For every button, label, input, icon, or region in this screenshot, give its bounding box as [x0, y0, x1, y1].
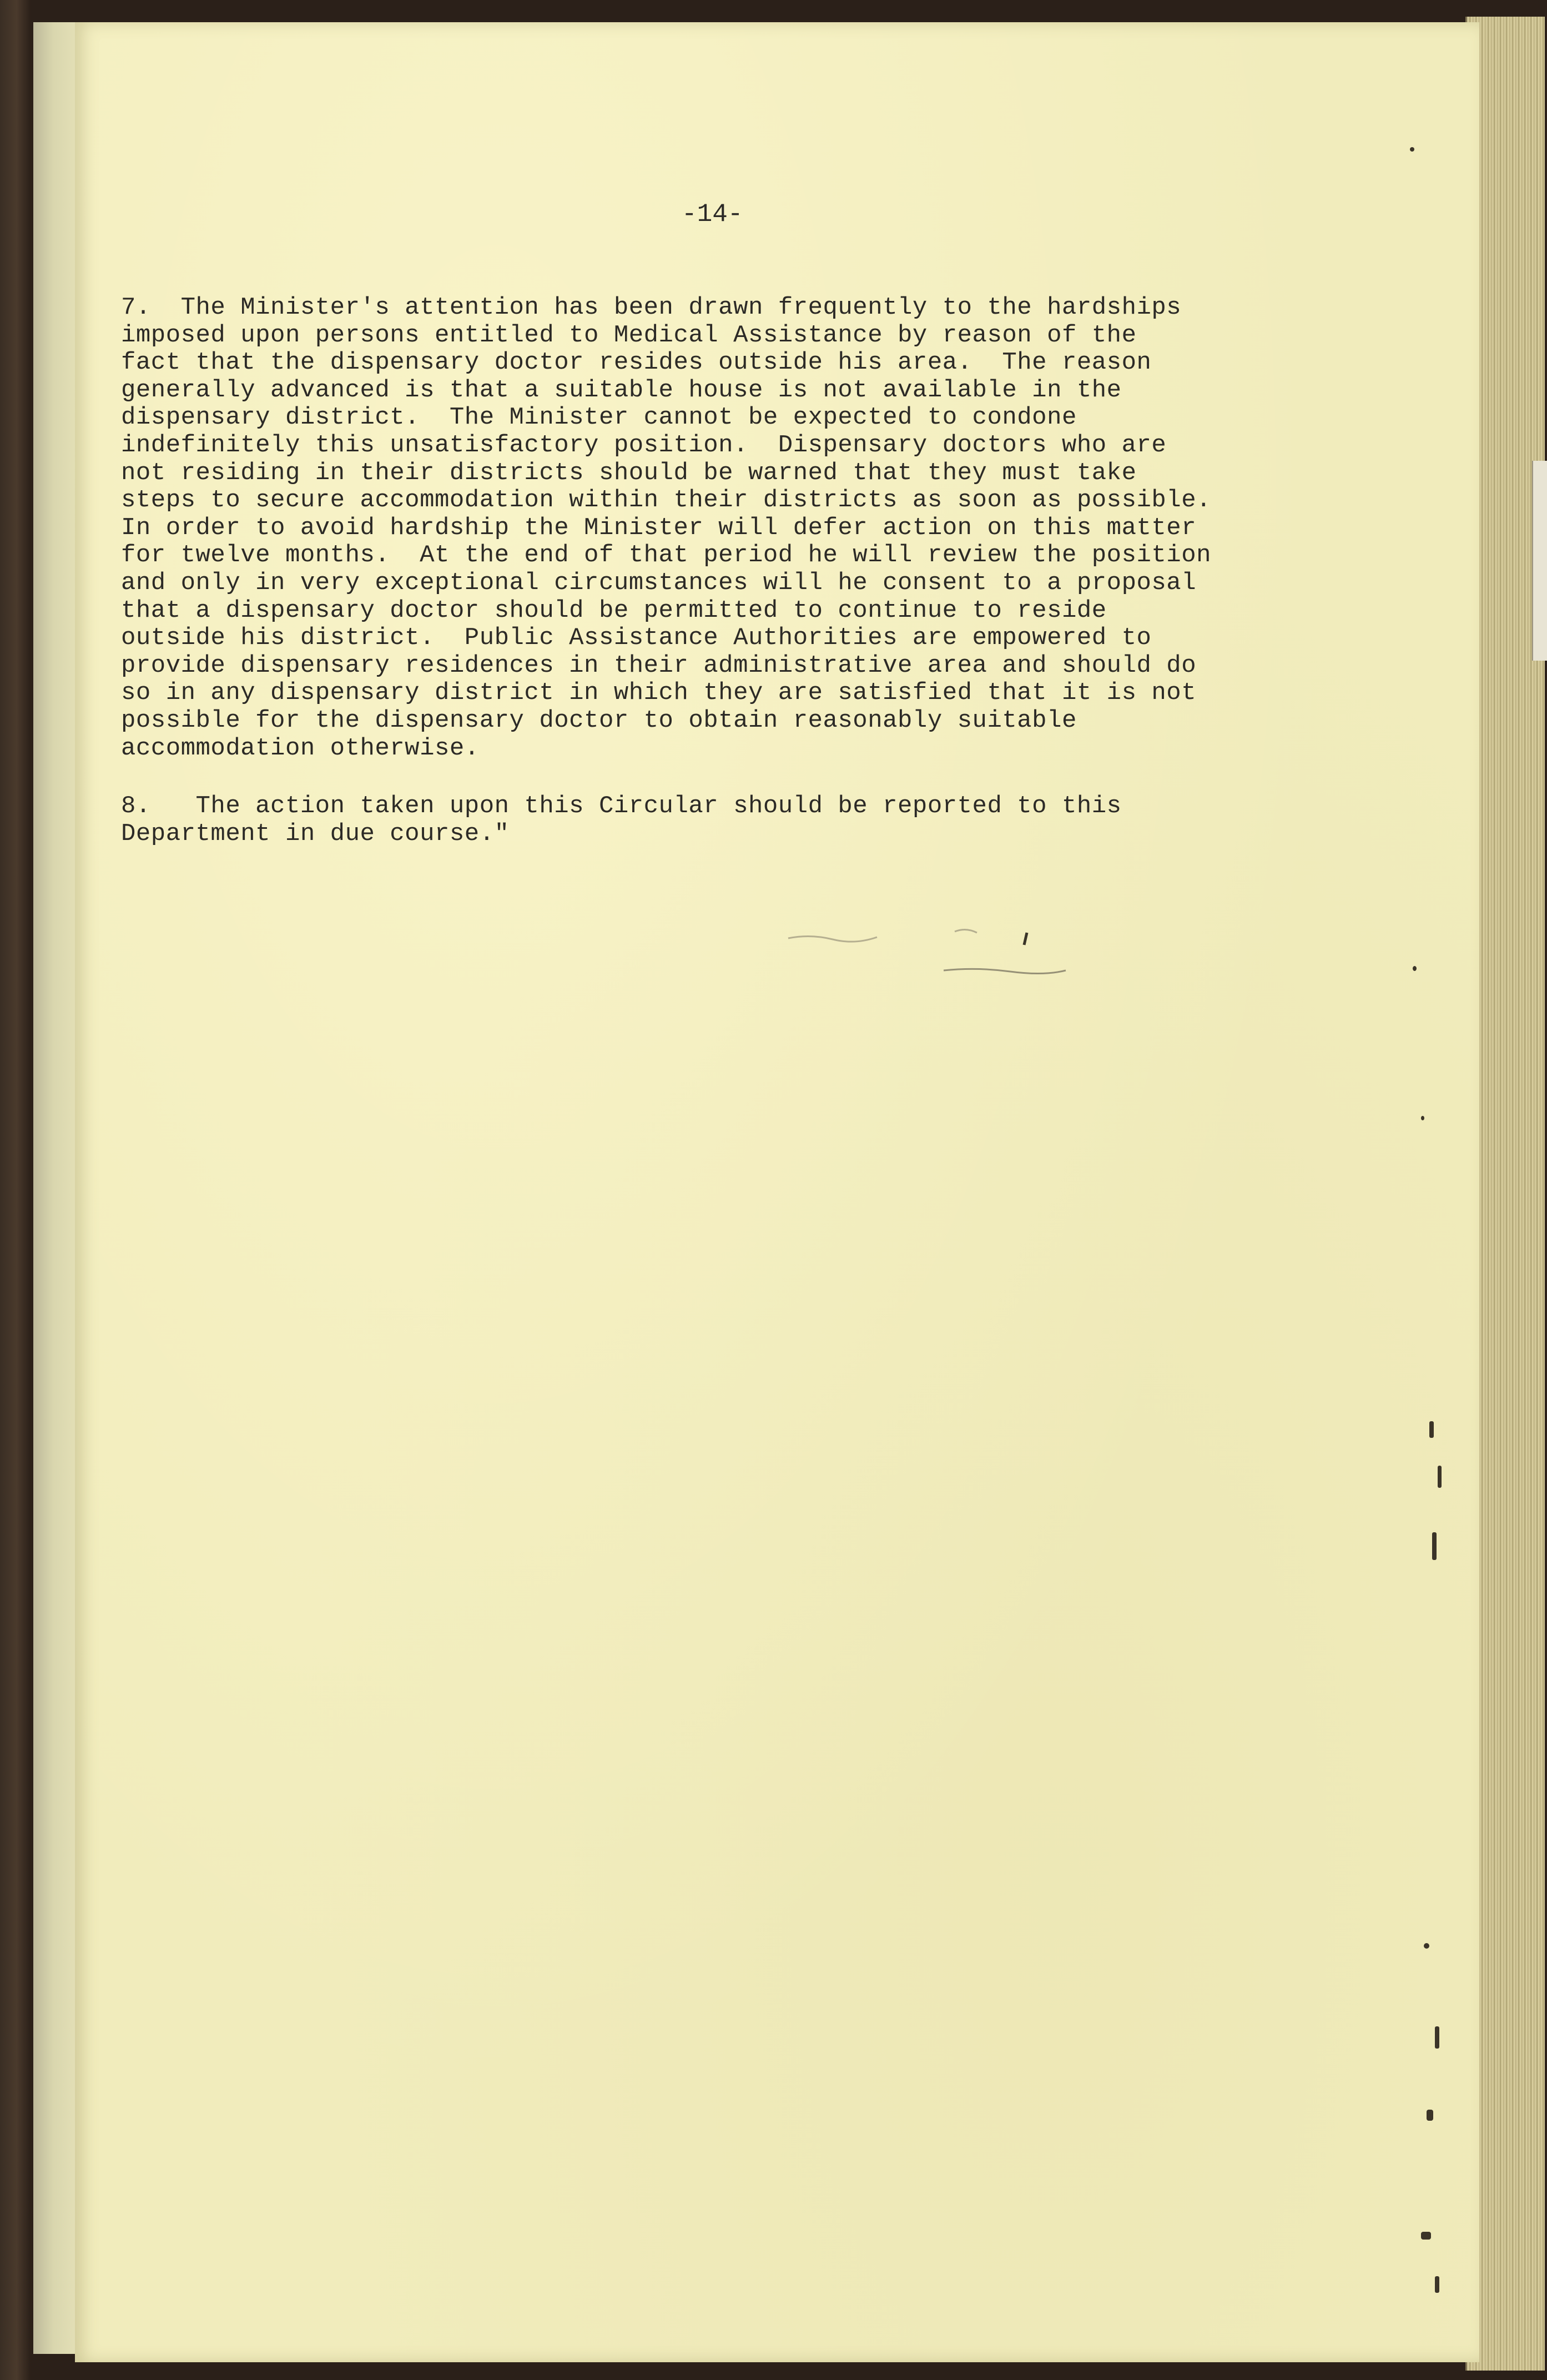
text-line: possible for the dispensary doctor to obtain reasonably suitable: [121, 706, 1077, 734]
text-line: not residing in their districts should be warned that they must take: [121, 459, 1137, 487]
text-line: so in any dispensary district in which they are satisfied that it is not: [121, 679, 1197, 707]
text-line: fact that the dispensary doctor resides outside his area. The reason: [121, 349, 1152, 377]
text-line: In order to avoid hardship the Minister will defer action on this matter: [121, 514, 1197, 542]
text-line: Department in due course.": [121, 819, 510, 848]
text-line: 8. The action taken upon this Circular should be reported to this: [121, 792, 1122, 820]
speck: [1421, 2232, 1431, 2240]
pencil-marks: [777, 905, 1088, 994]
speck: [1413, 966, 1417, 971]
text-line: dispensary district. The Minister cannot be expected to condone: [121, 404, 1077, 432]
speck: [1421, 1116, 1424, 1120]
text-line: imposed upon persons entitled to Medical Assistance by reason of the: [121, 321, 1137, 349]
stack-tab: [1532, 461, 1547, 661]
speck: [1427, 2110, 1433, 2121]
text-line: provide dispensary residences in their administrative area and should do: [121, 651, 1197, 680]
text-line: accommodation otherwise.: [121, 734, 480, 762]
text-line: that a dispensary doctor should be permitted to continue to reside: [121, 596, 1107, 625]
page-number: -14-: [682, 200, 743, 229]
text-line: 7. The Minister's attention has been drawn frequently to the hardships: [121, 294, 1182, 321]
speck: [1435, 2276, 1439, 2293]
paragraph-8: [121, 793, 1122, 848]
text-line: indefinitely this unsatisfactory position. Dispensary doctors who are: [121, 431, 1167, 459]
text-line: and only in very exceptional circumstances will he consent to a proposal: [121, 568, 1197, 597]
speck: [1438, 1466, 1442, 1488]
text-line: generally advanced is that a suitable house is not available in the: [121, 376, 1122, 404]
speck: [1410, 147, 1414, 152]
text-line: steps to secure accommodation within their districts as soon as possible.: [121, 486, 1212, 515]
speck: [1424, 1943, 1429, 1949]
speck: [1429, 1421, 1434, 1438]
text-line: outside his district. Public Assistance Authorities are empowered to: [121, 624, 1152, 652]
speck: [1432, 1532, 1437, 1560]
paragraph-7: [121, 294, 1211, 762]
speck: [1435, 2026, 1439, 2049]
text-line: for twelve months. At the end of that period he will review the position: [121, 541, 1212, 570]
